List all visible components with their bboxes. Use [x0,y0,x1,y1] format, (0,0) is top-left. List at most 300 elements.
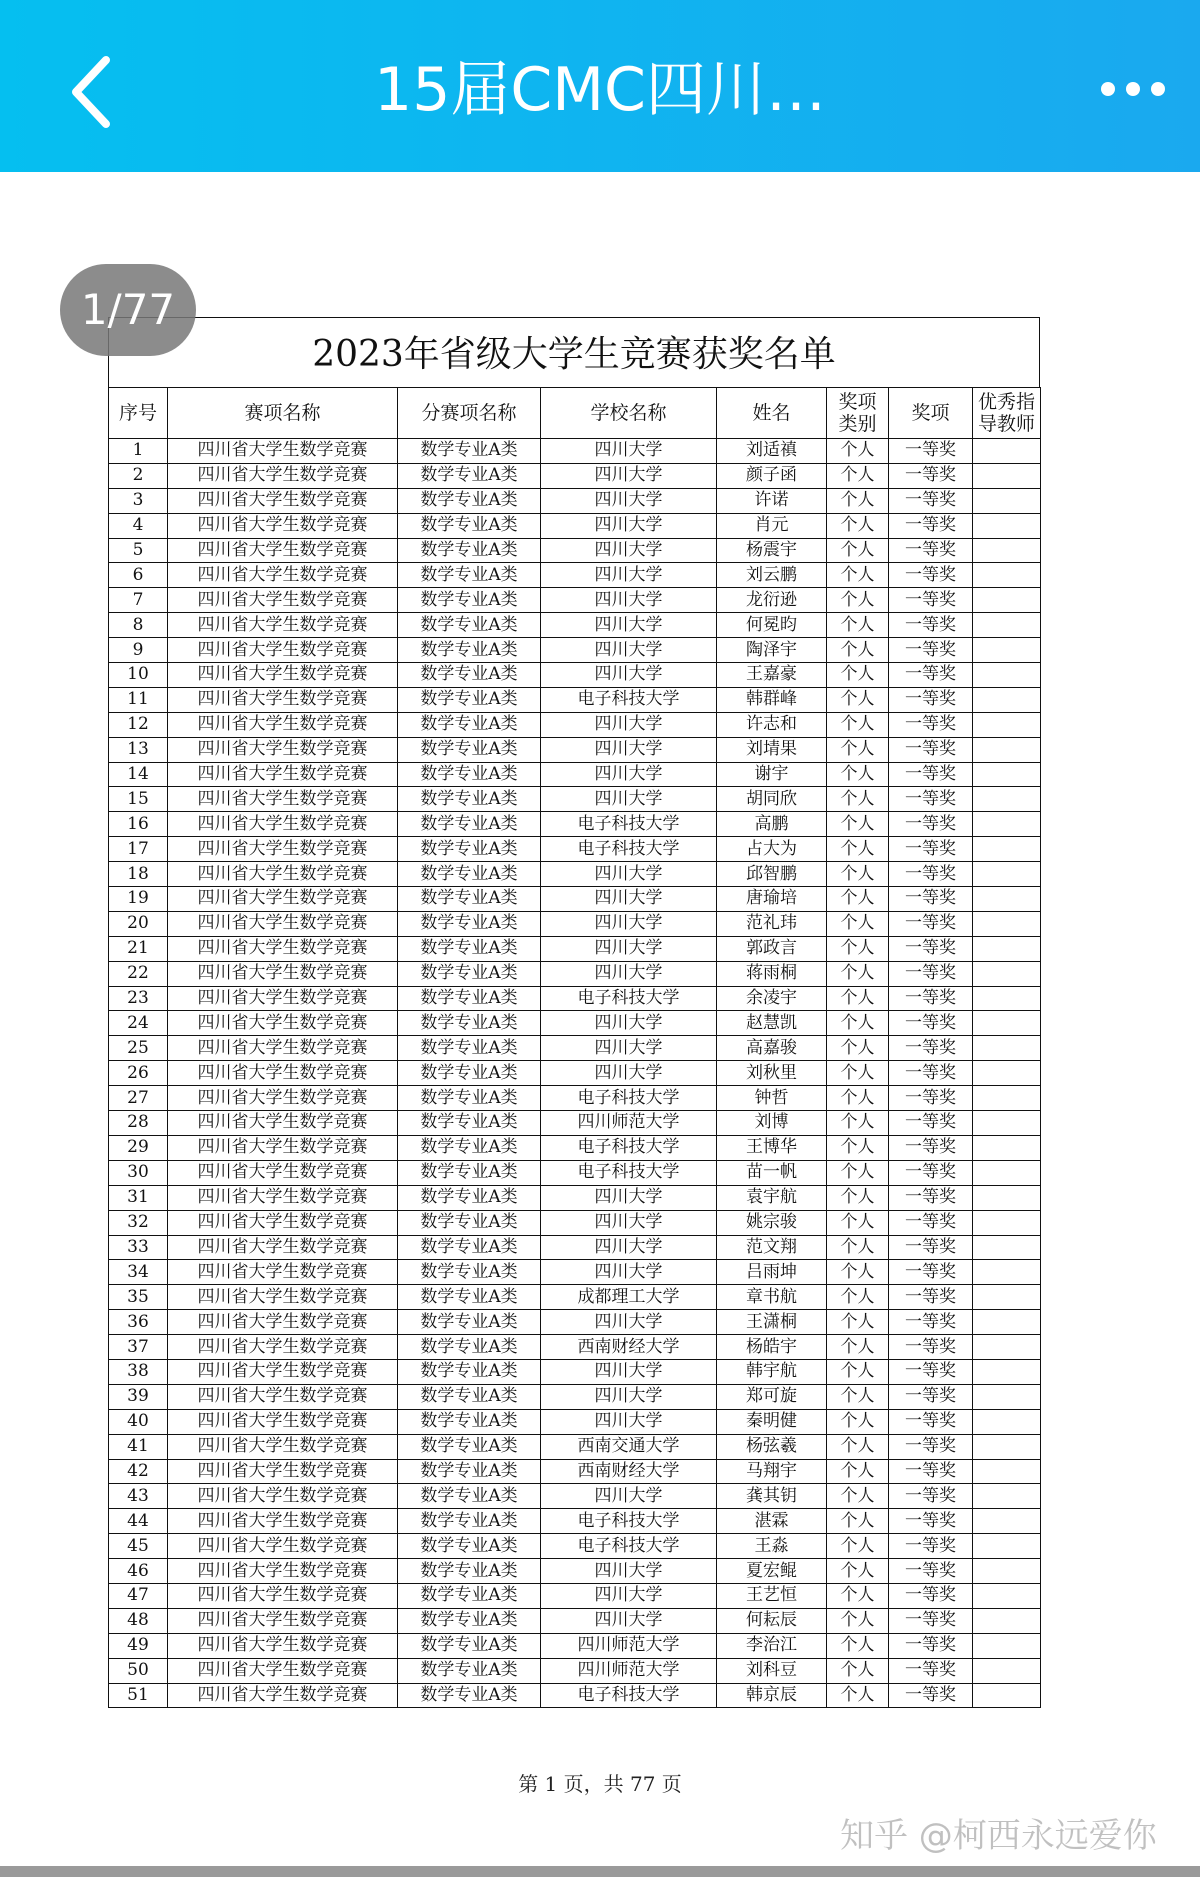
cell-col-subevent: 数学专业A类 [398,1384,541,1409]
cell-col-award: 一等奖 [889,1409,973,1434]
cell-col-index: 37 [109,1335,168,1360]
cell-col-index: 28 [109,1111,168,1136]
cell-col-award: 一等奖 [889,1683,973,1708]
cell-col-index: 34 [109,1260,168,1285]
cell-col-name: 高嘉骏 [717,1036,827,1061]
cell-col-subevent: 数学专业A类 [398,1086,541,1111]
cell-col-award-type: 个人 [827,1111,889,1136]
cell-col-event: 四川省大学生数学竞赛 [168,663,398,688]
cell-col-school: 电子科技大学 [541,1086,717,1111]
cell-col-advisor [973,638,1041,663]
cell-col-advisor [973,1608,1041,1633]
header-col-name: 姓名 [717,388,827,439]
cell-col-name: 赵慧凯 [717,1011,827,1036]
cell-col-award-type: 个人 [827,812,889,837]
cell-col-subevent: 数学专业A类 [398,1111,541,1136]
table-body [109,439,1041,1708]
cell-col-school: 四川大学 [541,911,717,936]
cell-col-school: 四川大学 [541,638,717,663]
cell-col-school: 四川大学 [541,887,717,912]
cell-col-subevent: 数学专业A类 [398,687,541,712]
cell-col-award: 一等奖 [889,687,973,712]
cell-col-event: 四川省大学生数学竞赛 [168,911,398,936]
cell-col-event: 四川省大学生数学竞赛 [168,1583,398,1608]
cell-col-event: 四川省大学生数学竞赛 [168,588,398,613]
cell-col-award: 一等奖 [889,538,973,563]
cell-col-event: 四川省大学生数学竞赛 [168,812,398,837]
cell-col-school: 电子科技大学 [541,812,717,837]
cell-col-subevent: 数学专业A类 [398,563,541,588]
cell-col-school: 四川大学 [541,1310,717,1335]
cell-col-event: 四川省大学生数学竞赛 [168,1559,398,1584]
cell-col-event: 四川省大学生数学竞赛 [168,1235,398,1260]
cell-col-name: 邱智鹏 [717,862,827,887]
cell-col-subevent: 数学专业A类 [398,1359,541,1384]
cell-col-subevent: 数学专业A类 [398,862,541,887]
cell-col-award-type: 个人 [827,1608,889,1633]
table-row [109,1160,1041,1185]
cell-col-event: 四川省大学生数学竞赛 [168,837,398,862]
cell-col-school: 西南交通大学 [541,1434,717,1459]
cell-col-index: 47 [109,1583,168,1608]
cell-col-name: 刘秋里 [717,1061,827,1086]
cell-col-event: 四川省大学生数学竞赛 [168,1608,398,1633]
cell-col-award-type: 个人 [827,837,889,862]
cell-col-award-type: 个人 [827,563,889,588]
cell-col-event: 四川省大学生数学竞赛 [168,787,398,812]
cell-col-name: 龚其钥 [717,1484,827,1509]
table-row [109,1235,1041,1260]
cell-col-award-type: 个人 [827,762,889,787]
cell-col-name: 何冕昀 [717,613,827,638]
table-row [109,1061,1041,1086]
cell-col-advisor [973,1061,1041,1086]
cell-col-subevent: 数学专业A类 [398,1335,541,1360]
cell-col-name: 马翔宇 [717,1459,827,1484]
cell-col-award: 一等奖 [889,911,973,936]
cell-col-school: 四川大学 [541,1260,717,1285]
cell-col-event: 四川省大学生数学竞赛 [168,1160,398,1185]
cell-col-award: 一等奖 [889,936,973,961]
cell-col-advisor [973,663,1041,688]
cell-col-index: 1 [109,439,168,464]
cell-col-advisor [973,1434,1041,1459]
cell-col-school: 四川大学 [541,961,717,986]
cell-col-event: 四川省大学生数学竞赛 [168,1011,398,1036]
header-col-award: 奖项 [889,388,973,439]
cell-col-index: 7 [109,588,168,613]
cell-col-award-type: 个人 [827,1235,889,1260]
cell-col-school: 四川大学 [541,1011,717,1036]
cell-col-award-type: 个人 [827,1061,889,1086]
scroll-indicator[interactable] [0,1866,1200,1877]
cell-col-advisor [973,986,1041,1011]
cell-col-award: 一等奖 [889,439,973,464]
cell-col-name: 胡同欣 [717,787,827,812]
cell-col-award-type: 个人 [827,1559,889,1584]
cell-col-advisor [973,687,1041,712]
cell-col-index: 26 [109,1061,168,1086]
cell-col-award: 一等奖 [889,1484,973,1509]
table-row [109,663,1041,688]
cell-col-school: 四川大学 [541,588,717,613]
table-row [109,762,1041,787]
table-row [109,463,1041,488]
cell-col-subevent: 数学专业A类 [398,1434,541,1459]
cell-col-subevent: 数学专业A类 [398,1409,541,1434]
cell-col-subevent: 数学专业A类 [398,439,541,464]
cell-col-award-type: 个人 [827,887,889,912]
cell-col-advisor [973,737,1041,762]
cell-col-index: 31 [109,1185,168,1210]
table-row [109,1658,1041,1683]
cell-col-event: 四川省大学生数学竞赛 [168,488,398,513]
cell-col-school: 电子科技大学 [541,986,717,1011]
cell-col-name: 王淼 [717,1534,827,1559]
cell-col-advisor [973,463,1041,488]
table-row [109,936,1041,961]
cell-col-school: 四川大学 [541,862,717,887]
table-row [109,1633,1041,1658]
cell-col-award: 一等奖 [889,1011,973,1036]
table-row [109,1484,1041,1509]
cell-col-award-type: 个人 [827,1160,889,1185]
cell-col-award: 一等奖 [889,488,973,513]
cell-col-event: 四川省大学生数学竞赛 [168,862,398,887]
cell-col-event: 四川省大学生数学竞赛 [168,1459,398,1484]
cell-col-award-type: 个人 [827,1210,889,1235]
cell-col-advisor [973,439,1041,464]
table-row [109,1683,1041,1708]
cell-col-index: 32 [109,1210,168,1235]
cell-col-subevent: 数学专业A类 [398,1310,541,1335]
cell-col-name: 郭政言 [717,936,827,961]
cell-col-name: 吕雨坤 [717,1260,827,1285]
cell-col-name: 刘适禛 [717,439,827,464]
table-row [109,1260,1041,1285]
cell-col-advisor [973,1384,1041,1409]
cell-col-school: 电子科技大学 [541,837,717,862]
header-col-index: 序号 [109,388,168,439]
cell-col-event: 四川省大学生数学竞赛 [168,737,398,762]
cell-col-school: 四川大学 [541,737,717,762]
cell-col-event: 四川省大学生数学竞赛 [168,1036,398,1061]
cell-col-school: 四川大学 [541,1061,717,1086]
cell-col-award: 一等奖 [889,1135,973,1160]
cell-col-name: 范文翔 [717,1235,827,1260]
cell-col-award-type: 个人 [827,588,889,613]
cell-col-index: 45 [109,1534,168,1559]
cell-col-event: 四川省大学生数学竞赛 [168,1185,398,1210]
cell-col-award: 一等奖 [889,1534,973,1559]
cell-col-advisor [973,1135,1041,1160]
document-title: 2023年省级大学生竞赛获奖名单 [108,317,1040,387]
cell-col-name: 颜子函 [717,463,827,488]
cell-col-advisor [973,911,1041,936]
cell-col-event: 四川省大学生数学竞赛 [168,1484,398,1509]
cell-col-advisor [973,1111,1041,1136]
cell-col-index: 13 [109,737,168,762]
cell-col-name: 许诺 [717,488,827,513]
cell-col-subevent: 数学专业A类 [398,588,541,613]
cell-col-event: 四川省大学生数学竞赛 [168,936,398,961]
page-indicator: 1/77 [60,264,196,356]
table-row [109,1583,1041,1608]
document-page [108,317,1040,1708]
cell-col-award-type: 个人 [827,1459,889,1484]
cell-col-school: 四川大学 [541,1484,717,1509]
cell-col-award: 一等奖 [889,1359,973,1384]
cell-col-name: 苗一帆 [717,1160,827,1185]
cell-col-event: 四川省大学生数学竞赛 [168,986,398,1011]
cell-col-event: 四川省大学生数学竞赛 [168,1658,398,1683]
table-row [109,862,1041,887]
cell-col-award-type: 个人 [827,911,889,936]
cell-col-index: 43 [109,1484,168,1509]
cell-col-event: 四川省大学生数学竞赛 [168,1509,398,1534]
cell-col-award-type: 个人 [827,1335,889,1360]
cell-col-school: 四川大学 [541,463,717,488]
table-row [109,613,1041,638]
cell-col-name: 范礼玮 [717,911,827,936]
cell-col-name: 袁宇航 [717,1185,827,1210]
cell-col-advisor [973,1484,1041,1509]
cell-col-name: 王嘉豪 [717,663,827,688]
cell-col-name: 杨弦羲 [717,1434,827,1459]
cell-col-award-type: 个人 [827,1185,889,1210]
table-row [109,837,1041,862]
cell-col-award-type: 个人 [827,1310,889,1335]
cell-col-subevent: 数学专业A类 [398,1185,541,1210]
table-row [109,1409,1041,1434]
cell-col-award-type: 个人 [827,663,889,688]
cell-col-award: 一等奖 [889,1434,973,1459]
header-col-subevent: 分赛项名称 [398,388,541,439]
cell-col-award: 一等奖 [889,787,973,812]
cell-col-event: 四川省大学生数学竞赛 [168,1260,398,1285]
cell-col-index: 38 [109,1359,168,1384]
cell-col-index: 18 [109,862,168,887]
cell-col-award-type: 个人 [827,1484,889,1509]
cell-col-school: 四川师范大学 [541,1633,717,1658]
table-row [109,563,1041,588]
cell-col-award: 一等奖 [889,1559,973,1584]
cell-col-award-type: 个人 [827,1534,889,1559]
table-row [109,1559,1041,1584]
table-row [109,1185,1041,1210]
table-row [109,737,1041,762]
cell-col-subevent: 数学专业A类 [398,613,541,638]
cell-col-name: 蒋雨桐 [717,961,827,986]
more-dots-icon [1098,74,1168,104]
cell-col-school: 四川大学 [541,1583,717,1608]
table-row [109,1509,1041,1534]
cell-col-index: 25 [109,1036,168,1061]
cell-col-advisor [973,1260,1041,1285]
cell-col-subevent: 数学专业A类 [398,1559,541,1584]
cell-col-index: 30 [109,1160,168,1185]
cell-col-subevent: 数学专业A类 [398,513,541,538]
cell-col-award: 一等奖 [889,1509,973,1534]
cell-col-award-type: 个人 [827,513,889,538]
table-row [109,1384,1041,1409]
cell-col-event: 四川省大学生数学竞赛 [168,961,398,986]
cell-col-award-type: 个人 [827,1036,889,1061]
cell-col-event: 四川省大学生数学竞赛 [168,1335,398,1360]
cell-col-advisor [973,812,1041,837]
cell-col-index: 10 [109,663,168,688]
cell-col-award: 一等奖 [889,1160,973,1185]
cell-col-award: 一等奖 [889,862,973,887]
cell-col-award: 一等奖 [889,1235,973,1260]
cell-col-index: 33 [109,1235,168,1260]
cell-col-index: 29 [109,1135,168,1160]
cell-col-event: 四川省大学生数学竞赛 [168,887,398,912]
table-row [109,588,1041,613]
cell-col-index: 3 [109,488,168,513]
cell-col-subevent: 数学专业A类 [398,1285,541,1310]
cell-col-school: 四川大学 [541,787,717,812]
cell-col-award-type: 个人 [827,1683,889,1708]
cell-col-name: 韩京辰 [717,1683,827,1708]
cell-col-award-type: 个人 [827,1011,889,1036]
header-col-award-type: 奖项 类别 [827,388,889,439]
table-row [109,961,1041,986]
table-row [109,687,1041,712]
cell-col-school: 电子科技大学 [541,1135,717,1160]
cell-col-subevent: 数学专业A类 [398,1633,541,1658]
cell-col-name: 何耘辰 [717,1608,827,1633]
cell-col-event: 四川省大学生数学竞赛 [168,1359,398,1384]
cell-col-school: 四川大学 [541,513,717,538]
cell-col-subevent: 数学专业A类 [398,1061,541,1086]
cell-col-index: 48 [109,1608,168,1633]
cell-col-school: 四川师范大学 [541,1658,717,1683]
cell-col-event: 四川省大学生数学竞赛 [168,1434,398,1459]
table-row [109,1036,1041,1061]
cell-col-event: 四川省大学生数学竞赛 [168,538,398,563]
cell-col-award: 一等奖 [889,1111,973,1136]
cell-col-subevent: 数学专业A类 [398,538,541,563]
cell-col-index: 12 [109,712,168,737]
more-button[interactable] [1098,74,1168,104]
cell-col-index: 24 [109,1011,168,1036]
cell-col-name: 刘云鹏 [717,563,827,588]
cell-col-subevent: 数学专业A类 [398,1260,541,1285]
cell-col-award: 一等奖 [889,1459,973,1484]
cell-col-name: 王潇桐 [717,1310,827,1335]
cell-col-award: 一等奖 [889,1384,973,1409]
cell-col-advisor [973,1583,1041,1608]
cell-col-advisor [973,961,1041,986]
app-header [0,0,1200,172]
cell-col-advisor [973,1559,1041,1584]
cell-col-advisor [973,613,1041,638]
cell-col-school: 四川大学 [541,663,717,688]
table-row [109,1135,1041,1160]
table-row [109,812,1041,837]
table-row [109,1608,1041,1633]
cell-col-award-type: 个人 [827,986,889,1011]
cell-col-subevent: 数学专业A类 [398,488,541,513]
cell-col-subevent: 数学专业A类 [398,986,541,1011]
cell-col-award: 一等奖 [889,837,973,862]
cell-col-index: 39 [109,1384,168,1409]
table-row [109,1011,1041,1036]
cell-col-name: 余凌宇 [717,986,827,1011]
cell-col-award-type: 个人 [827,936,889,961]
cell-col-award: 一等奖 [889,1260,973,1285]
cell-col-award-type: 个人 [827,1135,889,1160]
cell-col-school: 四川师范大学 [541,1111,717,1136]
cell-col-subevent: 数学专业A类 [398,1658,541,1683]
cell-col-award-type: 个人 [827,787,889,812]
cell-col-name: 占大为 [717,837,827,862]
cell-col-award: 一等奖 [889,1310,973,1335]
cell-col-award: 一等奖 [889,961,973,986]
cell-col-name: 钟哲 [717,1086,827,1111]
cell-col-advisor [973,887,1041,912]
cell-col-event: 四川省大学生数学竞赛 [168,439,398,464]
cell-col-event: 四川省大学生数学竞赛 [168,712,398,737]
cell-col-index: 49 [109,1633,168,1658]
table-row [109,1459,1041,1484]
table-row [109,1086,1041,1111]
cell-col-school: 四川大学 [541,712,717,737]
cell-col-event: 四川省大学生数学竞赛 [168,1310,398,1335]
cell-col-subevent: 数学专业A类 [398,1011,541,1036]
cell-col-advisor [973,787,1041,812]
cell-col-award: 一等奖 [889,588,973,613]
cell-col-award-type: 个人 [827,1285,889,1310]
cell-col-name: 李治江 [717,1633,827,1658]
cell-col-subevent: 数学专业A类 [398,737,541,762]
cell-col-advisor [973,488,1041,513]
cell-col-index: 41 [109,1434,168,1459]
cell-col-award: 一等奖 [889,737,973,762]
cell-col-subevent: 数学专业A类 [398,762,541,787]
cell-col-school: 四川大学 [541,936,717,961]
cell-col-index: 5 [109,538,168,563]
cell-col-event: 四川省大学生数学竞赛 [168,1409,398,1434]
cell-col-school: 成都理工大学 [541,1285,717,1310]
cell-col-school: 电子科技大学 [541,1509,717,1534]
cell-col-school: 电子科技大学 [541,687,717,712]
cell-col-name: 姚宗骏 [717,1210,827,1235]
table-row [109,538,1041,563]
table-row [109,1111,1041,1136]
cell-col-index: 42 [109,1459,168,1484]
cell-col-index: 15 [109,787,168,812]
back-button[interactable] [66,52,126,132]
cell-col-event: 四川省大学生数学竞赛 [168,762,398,787]
table-row [109,638,1041,663]
cell-col-award-type: 个人 [827,1086,889,1111]
cell-col-event: 四川省大学生数学竞赛 [168,613,398,638]
cell-col-event: 四川省大学生数学竞赛 [168,1534,398,1559]
cell-col-name: 刘博 [717,1111,827,1136]
cell-col-school: 四川大学 [541,488,717,513]
cell-col-advisor [973,1036,1041,1061]
cell-col-event: 四川省大学生数学竞赛 [168,1384,398,1409]
table-row [109,986,1041,1011]
cell-col-subevent: 数学专业A类 [398,1583,541,1608]
table-row [109,1310,1041,1335]
table-row [109,1434,1041,1459]
cell-col-school: 四川大学 [541,1036,717,1061]
cell-col-name: 郑可旋 [717,1384,827,1409]
cell-col-index: 40 [109,1409,168,1434]
